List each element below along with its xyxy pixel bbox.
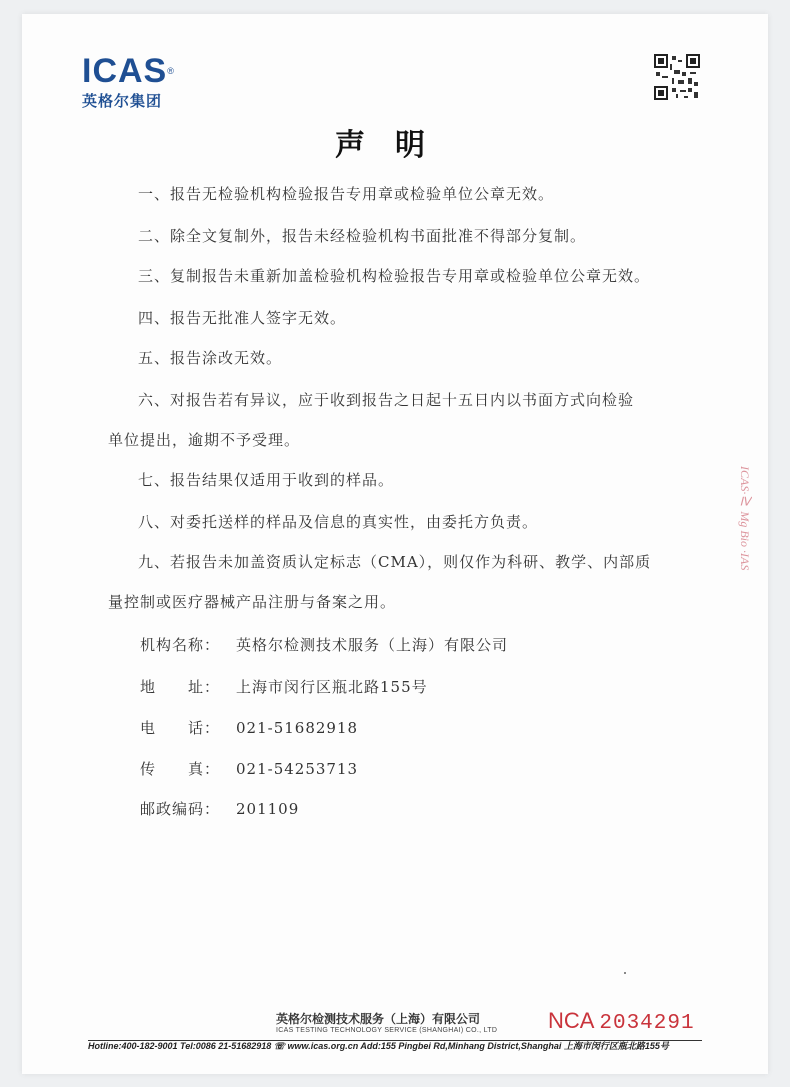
clause-7: 七、报告结果仅适用于收到的样品。: [138, 471, 395, 489]
info-postcode: [140, 798, 299, 819]
info-value: 英格尔检测技术服务（上海）有限公司: [236, 636, 509, 654]
speck: [624, 972, 626, 974]
clause-1: 一、报告无检验机构检验报告专用章或检验单位公章无效。: [138, 185, 555, 203]
side-seam-stamp: ICAS·Ⅳ Mg Bio ·IAS: [738, 466, 752, 571]
nca-number: 2034291: [599, 1012, 695, 1035]
clause-9-continued: 量控制或医疗器械产品注册与备案之用。: [108, 593, 397, 611]
logo-mark: ICAS: [82, 52, 168, 90]
clause-8: 八、对委托送样的样品及信息的真实性，由委托方负责。: [138, 513, 539, 531]
logo-registered-mark: ®: [167, 66, 175, 76]
info-value: 021-54253713: [236, 760, 359, 778]
qr-code-icon: [654, 54, 700, 100]
info-label: 电 话：: [140, 719, 221, 737]
clause-6: 六、对报告若有异议，应于收到报告之日起十五日内以书面方式向检验: [138, 391, 635, 409]
document-page: [22, 14, 768, 1074]
info-value: 上海市闵行区瓶北路155号: [236, 678, 428, 696]
icas-logo: [82, 54, 175, 111]
clause-9: 九、若报告未加盖资质认定标志（CMA），则仅作为科研、教学、内部质: [138, 553, 652, 571]
info-label: 机构名称：: [140, 636, 221, 654]
info-value: 021-51682918: [236, 719, 359, 737]
info-label: 邮政编码：: [140, 800, 221, 818]
clause-6-continued: 单位提出，逾期不予受理。: [108, 431, 301, 449]
clause-4: 四、报告无批准人签字无效。: [138, 309, 347, 327]
info-label: 地 址：: [140, 678, 221, 696]
info-label: 传 真：: [140, 760, 221, 778]
info-fax: [140, 758, 358, 779]
info-phone: [140, 717, 358, 738]
info-organization: [140, 634, 508, 655]
clause-3: 三、复制报告未重新加盖检验机构检验报告专用章或检验单位公章无效。: [138, 267, 651, 285]
clause-5: 五、报告涂改无效。: [138, 349, 283, 367]
nca-serial-stamp: [548, 1008, 695, 1035]
nca-prefix: NCA: [548, 1008, 594, 1033]
footer-company-en: ICAS TESTING TECHNOLOGY SERVICE (SHANGHAI) CO., LTD: [276, 1027, 498, 1034]
footer-company-cn: 英格尔检测技术服务（上海）有限公司: [276, 1012, 481, 1026]
page-title: 声明: [335, 128, 455, 163]
footer-contact-line: Hotline:400-182-9001 Tel:0086 21-51682918 ☏ www.icas.org.cn Add:155 Pingbei Rd,Minhang District,Shanghai 上海市闵行区瓶北路155号: [88, 1041, 669, 1051]
logo-chinese-name: 英格尔集团: [82, 92, 163, 110]
clause-2: 二、除全文复制外，报告未经检验机构书面批准不得部分复制。: [138, 227, 587, 245]
info-value: 201109: [236, 800, 300, 818]
info-address: [140, 676, 428, 697]
